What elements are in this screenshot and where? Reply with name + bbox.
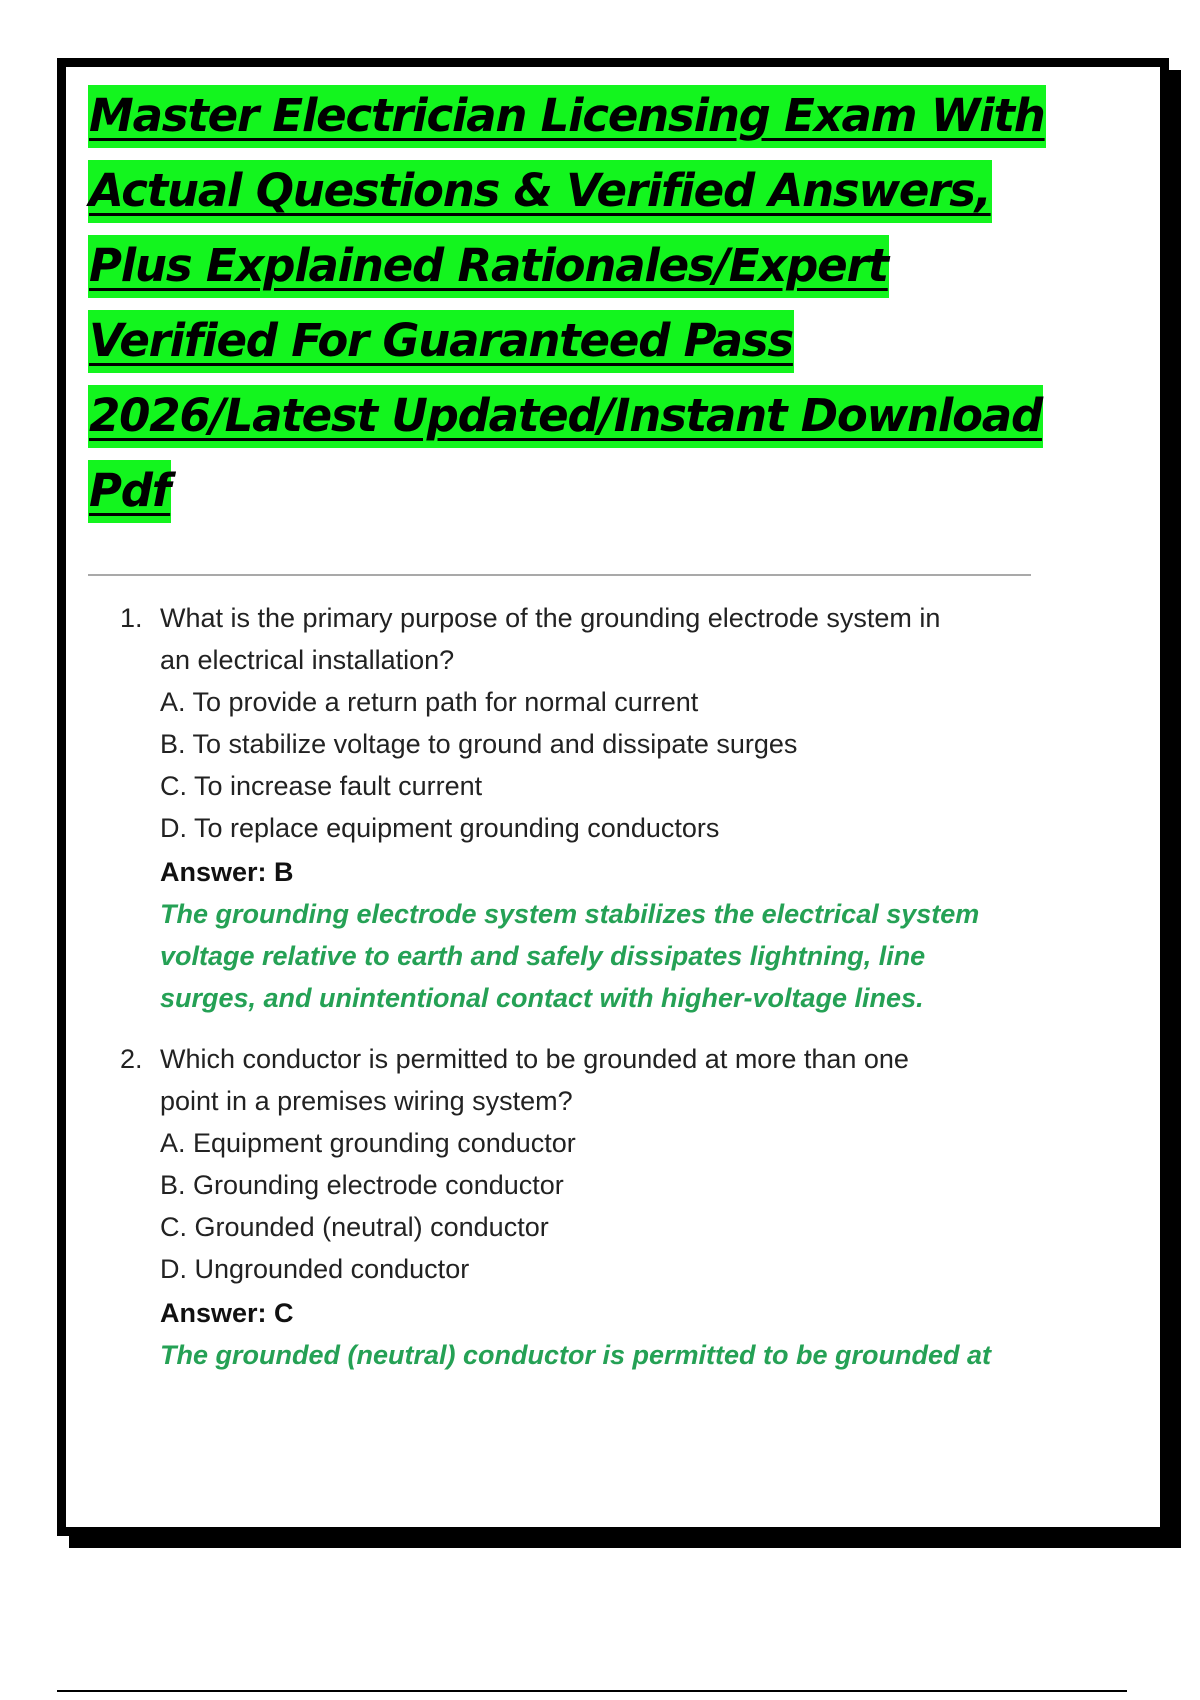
option-c: C. Grounded (neutral) conductor: [160, 1212, 549, 1242]
title-line: Verified For Guaranteed Pass: [88, 310, 794, 373]
question-text: [120, 597, 1080, 639]
title-line: Actual Questions & Verified Answers,: [88, 160, 992, 223]
title-line: Plus Explained Rationales/Expert: [88, 235, 889, 298]
question-number: 1.: [120, 603, 143, 633]
answer-label: Answer: C: [160, 1298, 294, 1328]
question-2: [120, 1038, 1080, 1376]
question-text: [120, 1038, 1080, 1080]
rationale-line: voltage relative to earth and safely dissipates lightning, line: [160, 941, 926, 971]
rationale-line: The grounded (neutral) conductor is permitted to be grounded at: [160, 1340, 992, 1370]
rationale-line: The grounding electrode system stabilizes the electrical system: [160, 899, 980, 929]
option-a: A. Equipment grounding conductor: [160, 1128, 576, 1158]
title-line: 2026/Latest Updated/Instant Download: [88, 385, 1043, 448]
option-c: C. To increase fault current: [160, 771, 483, 801]
option-b: B. To stabilize voltage to ground and dissipate surges: [160, 729, 798, 759]
title-line: Pdf: [88, 460, 171, 523]
question-text-line: Which conductor is permitted to be grounded at more than one: [160, 1044, 909, 1074]
title-line: Master Electrician Licensing Exam With: [88, 85, 1046, 148]
option-b: B. Grounding electrode conductor: [160, 1170, 564, 1200]
rationale-line: surges, and unintentional contact with higher-voltage lines.: [160, 983, 924, 1013]
option-d: D. Ungrounded conductor: [160, 1254, 470, 1284]
question-text-line: What is the primary purpose of the grounding electrode system in: [160, 603, 941, 633]
answer-label: Answer: B: [160, 857, 294, 887]
page-bottom-line: [57, 1690, 1127, 1692]
question-text-line: point in a premises wiring system?: [160, 1086, 573, 1116]
option-a: A. To provide a return path for normal current: [160, 687, 699, 717]
section-divider: [88, 574, 1031, 576]
question-number: 2.: [120, 1044, 143, 1074]
option-d: D. To replace equipment grounding conductors: [160, 813, 720, 843]
document-title: [88, 85, 1088, 535]
question-text-line: an electrical installation?: [160, 645, 455, 675]
question-1: [120, 597, 1080, 1019]
